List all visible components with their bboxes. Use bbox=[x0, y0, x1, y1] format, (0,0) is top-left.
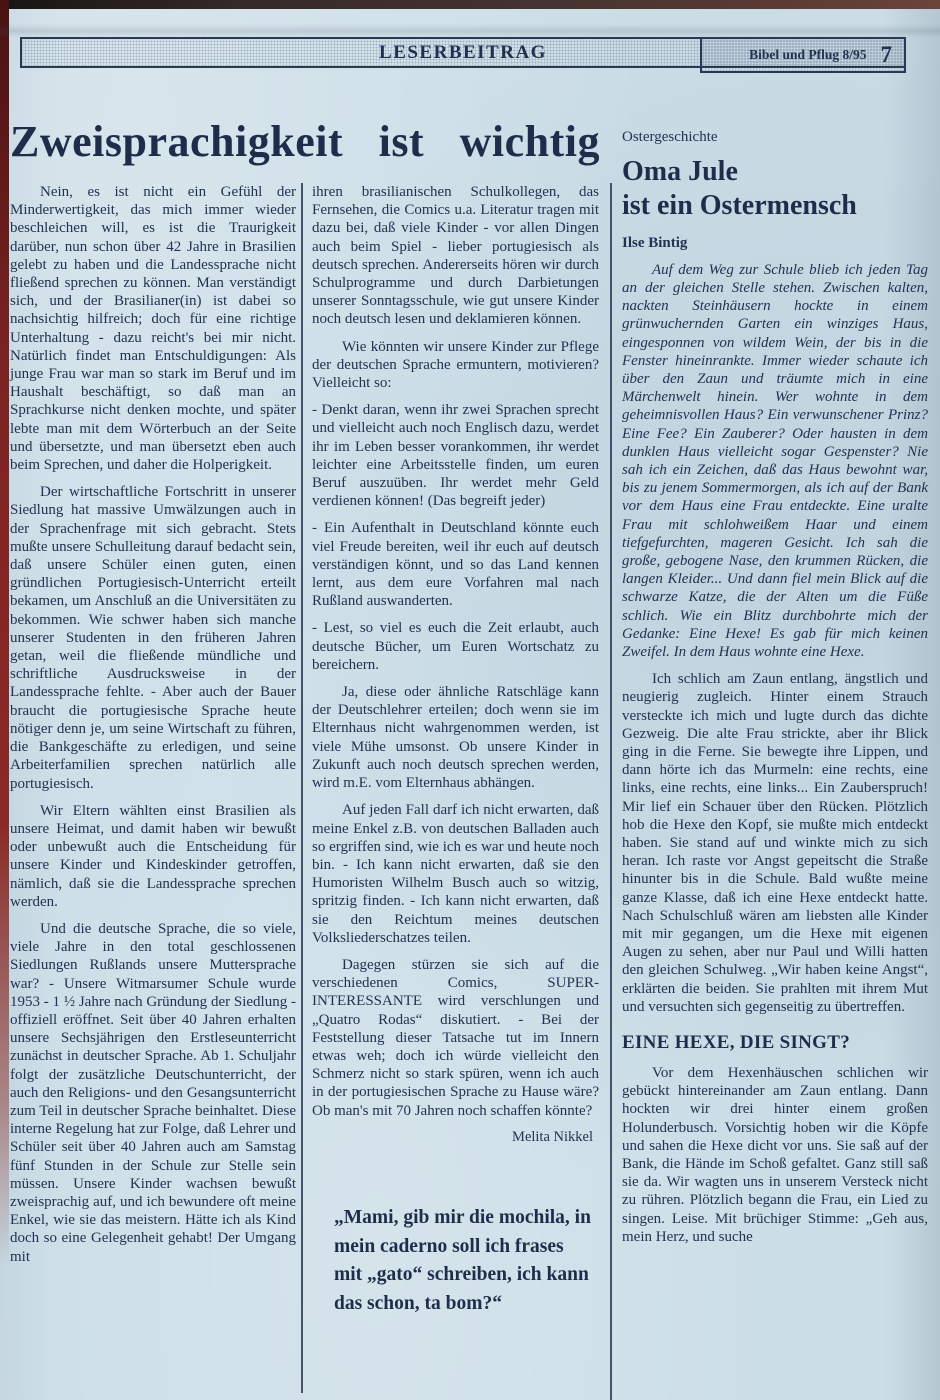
scan-edge-top bbox=[0, 0, 940, 9]
paragraph: Ich schlich am Zaun entlang, ängstlich und neugierig zugleich. Hinter einem Strauch versteckte ich mich und lugte durch das dichte Gezweig. Die alte Frau strickte, aber ihr Blick ging in die Ferne. Sie bewegte ihre Lippen, und dann hörte ich das Murmeln: eine rechts, eine links, eine rechts, eine links... Ein Zauberspruch! Mir lief ein Schauer über den Rücken. Plötzlich hob die Hexe den Kopf, sie mußte mich entdeckt haben. Sie stand auf und winkte mich zu sich heran. Ich raste vor Angst gepeitscht die Straße hinunter bis in die Schule. Bald wußte meine ganze Klasse, daß ich eine Hexe entdeckt hatte. Nach Schulschluß wären am liebsten alle Kinder mit mir gegangen, um die Hexe mit eigenen Augen zu sehen, aber nur Paul und Willi hatten den gleichen Schulweg. „Wir haben keine Angst“, erklärten die beiden. Sie prahlten mit ihrem Mut und versuchten sich gegenseitig zu übertreffen. bbox=[622, 671, 928, 1015]
paragraph: Der wirtschaftliche Fortschritt in unserer Siedlung hat massive Umwälzungen auch in der Sprachenfrage mit sich gebracht. Stets mußte unsere Schulleitung darauf bedacht sein, daß unsere Schüler einen guten, einen gründlichen Portugiesisch-Unterricht erteilt bekamen, um Anschluß an die Universitäten zu bekommen. Wie schwer haben sich manche unserer Studenten in den früheren Jahren getan, weil die fließende mündliche und schriftliche Ausdrucksweise in der Landessprache fehlte. - Aber auch der Bauer braucht die portugiesische Sprache heute nötiger denn je, um seine Wirtschaft zu führen, die Bankgeschäfte zu erledigen, und seine Arbeiterfamilien sprechen natürlich alle portugiesisch. bbox=[10, 484, 296, 792]
column-divider bbox=[301, 183, 303, 1393]
paragraph: Auf dem Weg zur Schule blieb ich jeden Tag an der gleichen Stelle stehen. Zwischen kalten, nackten Steinhäusern hockte in einem grünwuchernden Garten ein winziges Haus, eingesponnen von wildem Wein, der bis in die Fenster hineinrankte. Immer wieder schaute ich über den Zaun und träumte mich in eine Märchenwelt hinein. Wer wohnte in dem geheimnisvollen Haus? Ein verwunschener Prinz? Eine Fee? Ein Zauberer? Oder hausten in dem dunklen Haus vielleicht sogar Gespenster? Nie sah ich ein Zeichen, daß das Haus bewohnt war, bis zu jenem Sommermorgen, als ich auf der Bank vor dem Haus eine Frau entdeckte. Eine uralte Frau mit schlohweißem Haar und einem tiefgefurchten, mageren Gesicht. Ich sah die große, gebogene Nase, den krummen Rücken, die langen Kleider... Und dann fiel mein Blick auf die schwarze Katze, die der Alten um die Füße schlich. Wie ein Blitz durchbohrte mich der Gedanke: Eine Hexe! Es gab für mich keinen Zweifel. In dem Haus wohnte eine Hexe. bbox=[622, 261, 928, 660]
article-title-word: Zweisprachigkeit bbox=[10, 117, 344, 166]
story-title bbox=[622, 155, 928, 223]
article-title-word: wichtig bbox=[459, 117, 600, 166]
paragraph: Nein, es ist nicht ein Gefühl der Minderwertigkeit, das mich immer wieder beschleichen will, es ist die Traurigkeit darüber, nun schon über 42 Jahre in Brasilien gelebt zu haben und die Landessprache nicht fließend sprechen zu können. Man verständigt sich, und der Brasilianer(in) ist dabei so nachsichtig hilfreich; doch für eine richtige Unterhaltung - dazu reicht's bei mir nicht. Natürlich findet man Entschuldigungen: Als junge Frau war man so stark im Beruf und im Haushalt beschäftigt, so daß man an Sprachkurse nicht denken mochte, und später lebte man mit dem Wörterbuch an der Seite und übersetzte, und man übersetzt eben auch beim Sprechen, und daher die Holperigkeit. bbox=[10, 184, 296, 474]
column-divider bbox=[610, 183, 612, 1400]
paragraph: Und die deutsche Sprache, die so viele, viele Jahre in den total geschlossenen Siedlungen Rußlands unsere Muttersprache war? - Unsere Witmarsumer Schule wurde 1953 - 1 ½ Jahre nach Gründung der Siedlung - offiziell eröffnet. Seit über 40 Jahren erhalten unsere Sechsjährigen den Erstleseunterricht zunächst in deutscher Sprache. Ab 1. Schuljahr folgt der zusätzliche Deutschunterricht, der auch den Religions- und den Gesangsunterricht zum Teil in deutscher Sprache beinhaltet. Diese interne Regelung hat zur Folge, daß Lehrer und Schüler seit über 40 Jahren auch am Samstag fünf Stunden in der Schule zur Stelle sein müssen. Unsere Kinder wachsen bewußt zweisprachig auf, und ich bewundere oft meine Enkel, wie sie das meistern. Hätte ich als Kind doch so eine Gelegenheit gehabt! Der Umgang mit bbox=[10, 920, 296, 1265]
header-issue-box bbox=[700, 37, 906, 73]
header-bar bbox=[20, 37, 906, 68]
list-item: - Ein Aufenthalt in Deutschland könnte euch viel Freude bereiten, weil ihr euch auf deutsch verständigen könnt, und so das Land kennen lernt, aus dem eure Vorfahren mal nach Rußland auswanderten. bbox=[312, 520, 599, 610]
column-2 bbox=[312, 183, 599, 1319]
kicker: Ostergeschichte bbox=[622, 129, 718, 145]
paragraph: Wir Eltern wählten einst Brasilien als unsere Heimat, und damit haben wir bewußt oder unbewußt auch die Entscheidung für unsere Kinder und Kindeskinder getroffen, nämlich, daß sie die Landessprache sprechen werden. bbox=[10, 802, 296, 910]
page-number: 7 bbox=[880, 42, 892, 67]
paragraph: Vor dem Hexenhäuschen schlichen wir gebückt hintereinander am Zaun entlang. Dann hockten wir drei hinter einem großen Holunderbusch. Vorsichtig hoben wir die Köpfe und sahen die Hexe dicht vor uns. Sie saß auf der Bank, die Hände im Schoß gefaltet. Ganz still saß sie da. Wir wagten uns in unserem Versteck nicht zu rühren. Plötzlich begann die Frau, ein Lied zu singen. Leise. Mit brüchiger Stimme: „Geh aus, mein Herz, und suche bbox=[622, 1065, 928, 1245]
paragraph: ihren brasilianischen Schulkollegen, das Fernsehen, die Comics u.a. Literatur tragen mit dazu bei, daß viele Kinder - vor allen Dingen auch beim Spiel - lieber portugiesisch als deutsch sprechen. Andererseits hören wir durch Schulprogramme und durch Darbietungen unserer Sonntagsschule, wie gut unsere Kinder noch deutsch lesen und deklamieren können. bbox=[312, 184, 599, 328]
paragraph: Wie könnten wir unsere Kinder zur Pflege der deutschen Sprache ermuntern, motivieren? Vielleicht so: bbox=[312, 338, 599, 392]
paragraph: Dagegen stürzen sie sich auf die verschiedenen Comics, SUPER-INTERESSANTE wird verschlungen und „Quatro Rodas“ diskutiert. - Bei der Feststellung dieser Tatsache tut im Innern etwas weh; doch ich würde vielleicht den Schmerz nicht so stark spüren, wenn ich auch in der portugiesischen Sprache zu Hause wäre? Ob man's mit 70 Jahren noch schaffen könnte? bbox=[312, 956, 599, 1119]
column-1 bbox=[10, 183, 296, 1275]
byline: Ilse Bintig bbox=[622, 234, 688, 251]
scan-edge-left bbox=[0, 0, 9, 1265]
article-title bbox=[10, 116, 600, 167]
section-title: LESERBEITRAG bbox=[379, 41, 547, 63]
scan-shadow-streak bbox=[0, 24, 940, 38]
story-title-line: Oma Jule bbox=[622, 156, 738, 188]
pull-quote: „Mami, gib mir die mochila, in mein caderno soll ich frases mit „gato“ schreiben, ich kann das schon, ta bom?“ bbox=[334, 1206, 591, 1315]
issue-label: Bibel und Pflug 8/95 bbox=[749, 47, 867, 62]
article-title-word: ist bbox=[378, 117, 425, 166]
paragraph: Ja, diese oder ähnliche Ratschläge kann der Deutschlehrer erteilen; doch wenn sie im Elternhaus nicht wahrgenommen werden, ist viele Mühe umsonst. Ob unsere Kinder in Zukunft auch noch deutsch sprechen werden, wird m.E. vom Elternhaus abhängen. bbox=[312, 684, 599, 792]
author-signature: Melita Nikkel bbox=[512, 1128, 593, 1145]
list-item: - Denkt daran, wenn ihr zwei Sprachen sprecht und vielleicht auch noch Englisch dazu, werdet ihr im Leben besser vorankommen, ihr werdet leichter eine Arbeitsstelle finden, um euren Beruf auszuüben. Ihr werdet mehr Geld verdienen können! (Das begreift jeder) bbox=[312, 402, 599, 510]
subheading: EINE HEXE, DIE SINGT? bbox=[622, 1032, 851, 1054]
paragraph: Auf jeden Fall darf ich nicht erwarten, daß meine Enkel z.B. von deutschen Balladen auch so ergriffen sind, wie ich es war und heute noch bin. - Ich kann nicht erwarten, daß sie den Humoristen Wilhelm Busch auch so witzig, spritzig finden. - Ich kann nicht erwarten, daß sie den Reichtum meines deutschen Volksliederschatzes teilen. bbox=[312, 802, 599, 946]
list-item: - Lest, so viel es euch die Zeit erlaubt, auch deutsche Bücher, um Euren Wortschatz zu bereichern. bbox=[312, 620, 599, 673]
column-3 bbox=[622, 128, 928, 1255]
story-title-line: ist ein Ostermensch bbox=[622, 190, 857, 222]
